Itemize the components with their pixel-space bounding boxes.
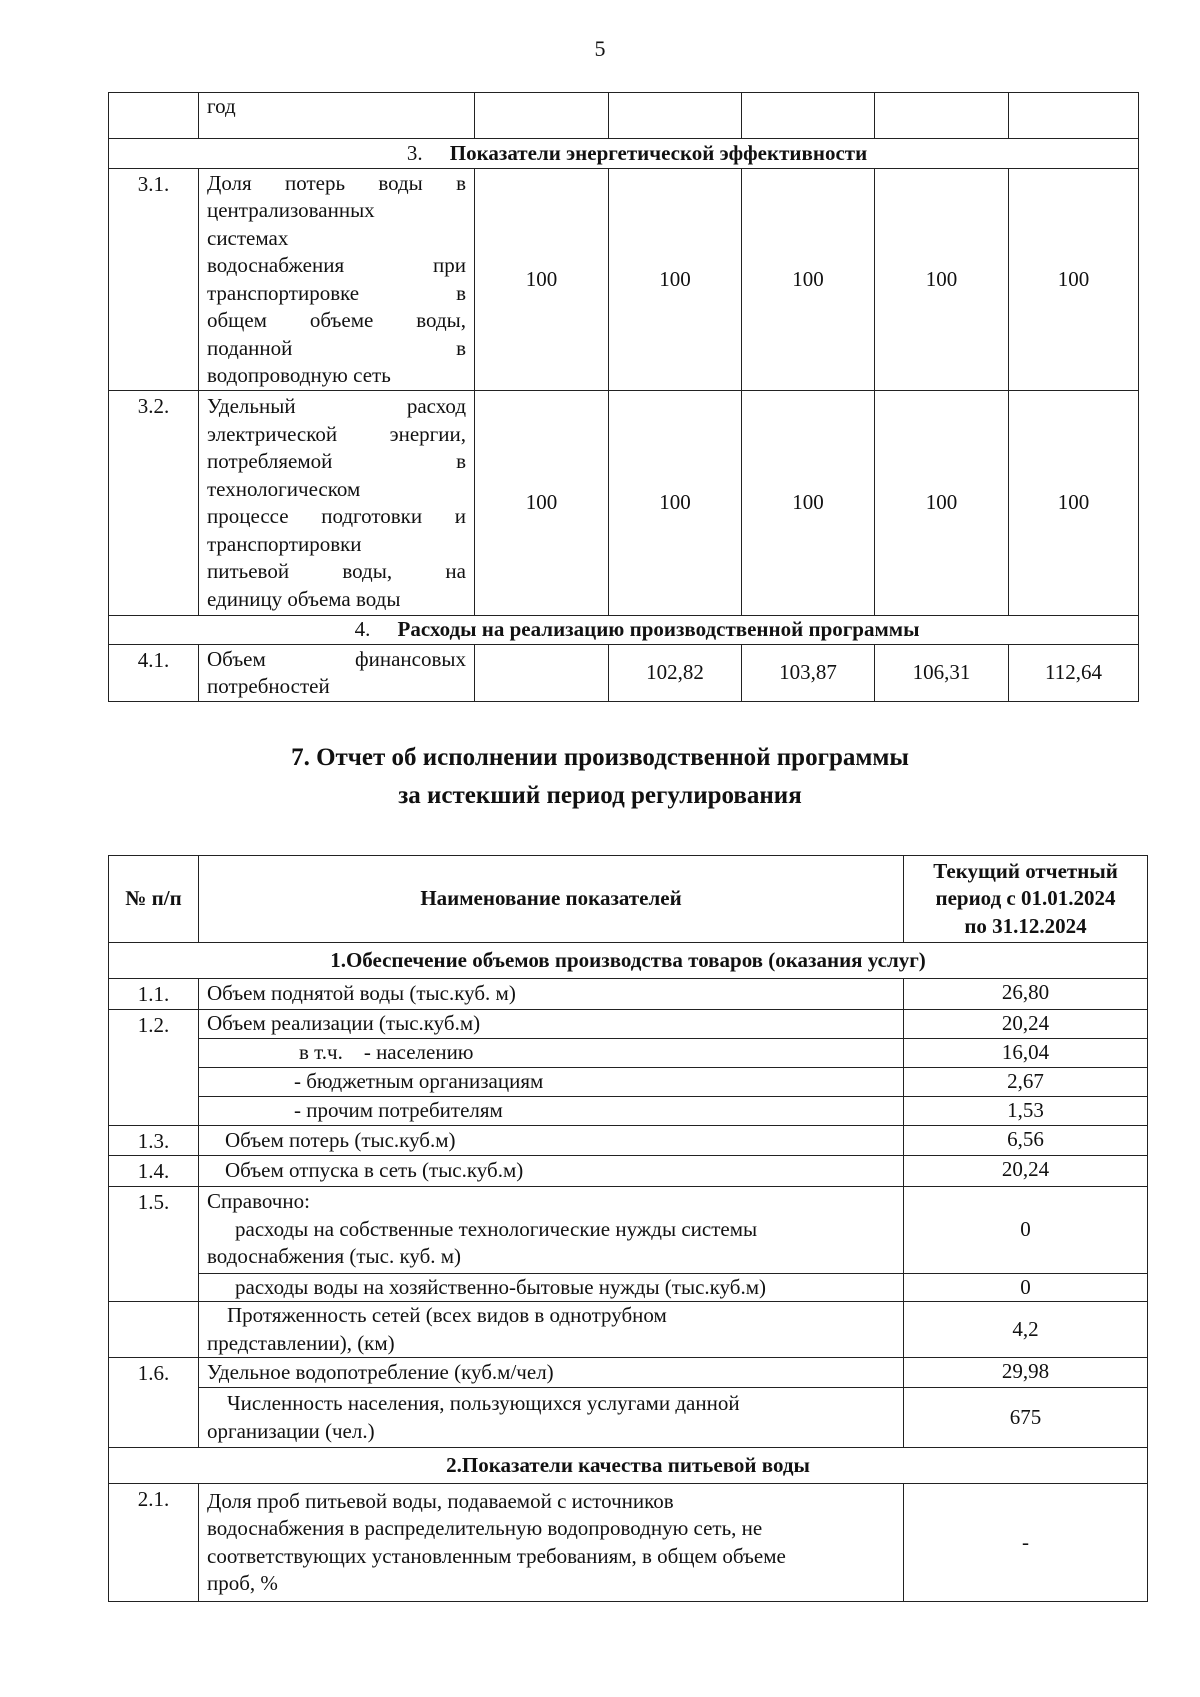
text-line: технологическом [207, 476, 361, 501]
row-value: 0 [904, 1273, 1148, 1302]
row-name: Объем поднятой воды (тыс.куб. м) [199, 979, 904, 1010]
row-number: 1.2. [109, 1009, 199, 1125]
text-line: транспортировки [207, 531, 362, 556]
table-row [109, 1067, 1148, 1096]
cell-value: 100 [875, 169, 1009, 391]
cell-value: 100 [609, 391, 742, 616]
table-row [109, 1096, 1148, 1125]
table-row [109, 1186, 1148, 1273]
section-subtitle: за истекший период регулирования [398, 782, 802, 809]
row-name: Удельное водопотребление (куб.м/чел) [199, 1358, 904, 1388]
row-name: - прочим потребителям [199, 1096, 904, 1125]
table-row [109, 93, 1139, 139]
row-number: 4.1. [109, 645, 199, 702]
text-line: соответствующих установленным требованиям, в общем объеме [207, 1543, 786, 1568]
table-row [109, 979, 1148, 1010]
text-line: Объем финансовых [207, 646, 466, 671]
text-line: Доля потерь воды в [207, 170, 466, 195]
row-number: 3.1. [109, 169, 199, 391]
row-description [199, 391, 475, 616]
cell-value: 100 [475, 169, 609, 391]
text-line: системах [207, 225, 289, 250]
text-line: потребностей [207, 674, 330, 698]
col-header-number: № п/п [109, 856, 199, 943]
row-name: Объем отпуска в сеть (тыс.куб.м) [199, 1156, 904, 1187]
table-row [109, 1484, 1148, 1602]
cell-value: 112,64 [1009, 645, 1139, 702]
text-line: общем объеме воды, [207, 308, 466, 332]
table-row [109, 169, 1139, 391]
cell-value: 100 [1009, 391, 1139, 616]
energy-efficiency-table [108, 92, 1139, 702]
text-line: единицу объема воды [207, 586, 401, 611]
page-number: 5 [594, 36, 606, 61]
row-name: Объем реализации (тыс.куб.м) [199, 1009, 904, 1038]
cell-value: 102,82 [609, 645, 742, 702]
section-title: 7. Отчет об исполнении производственной программы [291, 744, 909, 771]
text-line: питьевой воды, на [207, 559, 466, 583]
section-row [109, 616, 1139, 645]
row-number: 2.1. [109, 1484, 199, 1602]
table-row [109, 1009, 1148, 1038]
row-description [199, 645, 475, 702]
row-name: Справочно: расходы на собственные технологические нужды системы водоснабжения (тыс. куб. м) [199, 1186, 904, 1273]
table-row [109, 391, 1139, 616]
cell-value: 100 [1009, 169, 1139, 391]
text-line: потребляемой в [207, 449, 466, 473]
row-value: 26,80 [904, 979, 1148, 1010]
row-value: 675 [904, 1388, 1148, 1448]
table-row [109, 1388, 1148, 1448]
row-value: 1,53 [904, 1096, 1148, 1125]
row-number: 1.4. [109, 1156, 199, 1187]
row-value: 6,56 [904, 1125, 1148, 1156]
text-line: водоснабжения в распределительную водопроводную сеть, не [207, 1516, 763, 1540]
row-number: 1.5. [109, 1186, 199, 1302]
row-name: расходы воды на хозяйственно-бытовые нужды (тыс.куб.м) [199, 1273, 904, 1302]
table-row [109, 1273, 1148, 1302]
row-number: 1.6. [109, 1358, 199, 1448]
row-number: 3.2. [109, 391, 199, 616]
text-line: проб, % [207, 1571, 278, 1595]
row-name: в т.ч. - населению [199, 1038, 904, 1067]
text-line: поданной в [207, 335, 466, 360]
program-report-table [108, 855, 1148, 1602]
row-value: 0 [904, 1186, 1148, 1273]
row-description [199, 169, 475, 391]
row-value: 20,24 [904, 1009, 1148, 1038]
text-line: Доля проб питьевой воды, подаваемой с источников [207, 1488, 674, 1513]
col-header-name: Наименование показателей [199, 856, 904, 943]
row-name: Численность населения, пользующихся услугами данной организации (чел.) [199, 1388, 904, 1448]
cell-value: 100 [742, 169, 875, 391]
table-row [109, 1302, 1148, 1358]
header-row [109, 856, 1148, 943]
col-header-period: Текущий отчетный период с 01.01.2024 по 31.12.2024 [904, 856, 1148, 943]
row-value: 2,67 [904, 1067, 1148, 1096]
cell-value: 106,31 [875, 645, 1009, 702]
cell-value: 100 [475, 391, 609, 616]
row-name [199, 1484, 904, 1602]
table-row [109, 1125, 1148, 1156]
cell-value [475, 645, 609, 702]
row-value: 4,2 [904, 1302, 1148, 1358]
table-row [109, 645, 1139, 702]
text-line: транспортировке в [207, 280, 466, 305]
row-label: год [199, 93, 475, 139]
section-2-heading: 2.Показатели качества питьевой воды [109, 1448, 1148, 1484]
row-value: 20,24 [904, 1156, 1148, 1187]
cell-value: 103,87 [742, 645, 875, 702]
section-row [109, 139, 1139, 169]
table-row [109, 1038, 1148, 1067]
row-value: 29,98 [904, 1358, 1148, 1388]
row-name: - бюджетным организациям [199, 1067, 904, 1096]
row-value: - [904, 1484, 1148, 1602]
row-name: Протяженность сетей (всех видов в однотрубном представлении), (км) [199, 1302, 904, 1358]
cell-value: 100 [742, 391, 875, 616]
text-line: Удельный расход [207, 394, 466, 418]
section-4-heading: 4. Расходы на реализацию производственной программы [109, 616, 1139, 645]
row-number: 1.1. [109, 979, 199, 1010]
cell-value: 100 [875, 391, 1009, 616]
section-3-heading: 3. Показатели энергетической эффективности [109, 139, 1139, 169]
text-line: процессе подготовки и [207, 504, 466, 528]
row-value: 16,04 [904, 1038, 1148, 1067]
text-line: водоснабжения при [207, 253, 466, 277]
text-line: водопроводную сеть [207, 363, 391, 387]
row-name: Объем потерь (тыс.куб.м) [199, 1125, 904, 1156]
text-line: электрической энергии, [207, 421, 466, 446]
table-row [109, 1358, 1148, 1388]
table-row [109, 1156, 1148, 1187]
section-1-heading: 1.Обеспечение объемов производства товаров (оказания услуг) [109, 943, 1148, 979]
text-line: централизованных [207, 198, 375, 222]
row-number: 1.3. [109, 1125, 199, 1156]
cell-value: 100 [609, 169, 742, 391]
